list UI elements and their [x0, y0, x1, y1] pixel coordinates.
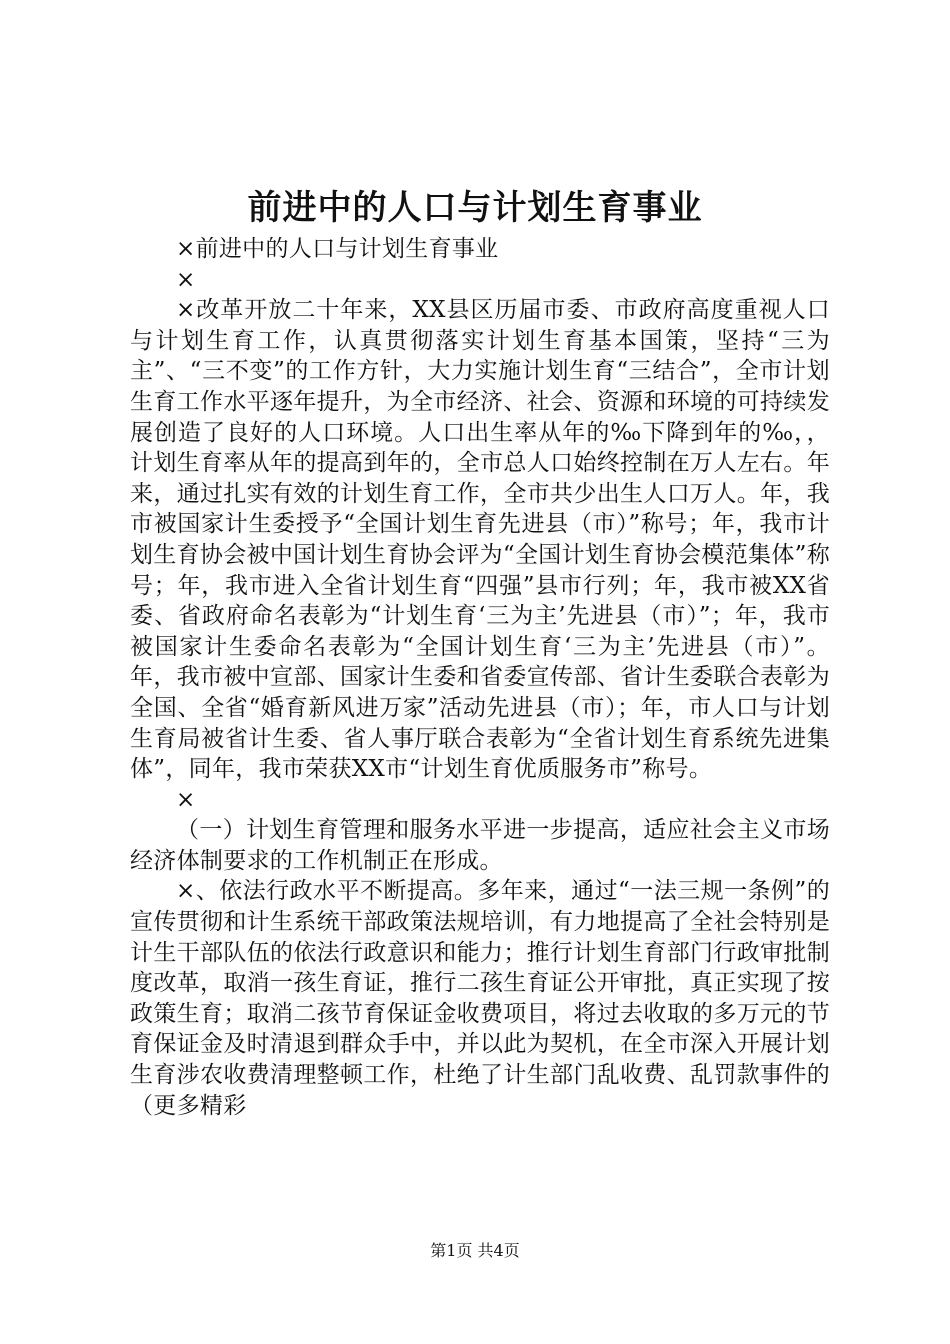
- page-footer: 第1页 共4页: [430, 1241, 520, 1260]
- body-paragraph: ×前进中的人口与计划生育事业: [176, 236, 499, 262]
- document-body: [130, 234, 830, 1121]
- body-paragraph: （一）计划生育管理和服务水平进一步提高，适应社会主义市场经济体制要求的工作机制正在形成。: [130, 817, 830, 874]
- document-title: 前进中的人口与计划生育事业: [247, 188, 703, 228]
- body-paragraph: ×: [176, 786, 196, 813]
- body-paragraph: ×: [176, 266, 196, 293]
- body-paragraph: ×改革开放二十年来，XX县区历届市委、市政府高度重视人口与计划生育工作，认真贯彻落实计划生育基本国策，坚持“三为主”、“三不变”的工作方针，大力实施计划生育“三结合”，全市计划生育工作水平逐年提升，为全市经济、社会、资源和环境的可持续发展创造了良好的人口环境。人口出生率从年的‰下降到年的‰，，计划生育率从年的提高到年的，全市总人口始终控制在万人左右。年来，通过扎实有效的计划生育工作，全市共少出生人口万人。年，我市被国家计生委授予“全国计划生育先进县（市）”称号；年，我市计划生育协会被中国计划生育协会评为“全国计划生育协会模范集体”称号；年，我市进入全省计划生育“四强”县市行列；年，我市被XX省委、省政府命名表彰为“计划生育‘三为主’先进县（市）”；年，我市被国家计生委命名表彰为“全国计划生育‘三为主’先进县（市）”。年，我市被中宣部、国家计生委和省委宣传部、省计生委联合表彰为全国、全省“婚育新风进万家”活动先进县（市）；年，市人口与计划生育局被省计生委、省人事厅联合表彰为“全省计划生育系统先进集体”，同年，我市荣获XX市“计划生育优质服务市”称号。: [130, 297, 830, 783]
- body-paragraph: ×、依法行政水平不断提高。多年来，通过“一法三规一条例”的宣传贯彻和计生系统干部政策法规培训，有力地提高了全社会特别是计生干部队伍的依法行政意识和能力；推行计划生育部门行政审批制度改革，取消一孩生育证，推行二孩生育证公开审批，真正实现了按政策生育；取消二孩节育保证金收费项目，将过去收取的多万元的节育保证金及时清退到群众手中，并以此为契机，在全市深入开展计划生育涉农收费清理整顿工作，杜绝了计生部门乱收费、乱罚款事件的（更多精彩: [130, 878, 830, 1119]
